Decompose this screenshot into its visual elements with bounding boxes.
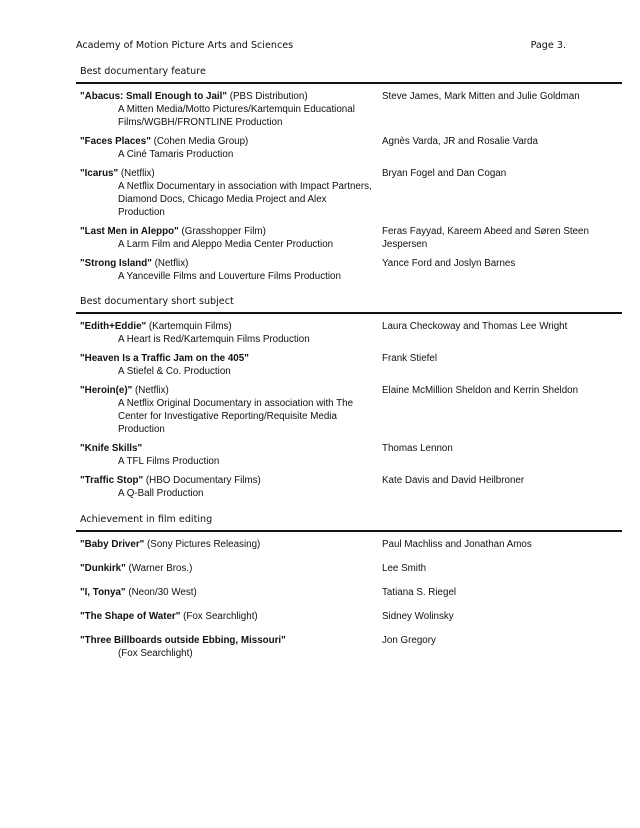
film-title: "Three Billboards outside Ebbing, Missouri": [80, 635, 286, 646]
organization-name: Academy of Motion Picture Arts and Sciences: [76, 40, 294, 51]
section-divider: [76, 312, 622, 314]
page-header: [76, 40, 566, 54]
film-title: "Heroin(e)": [80, 385, 133, 396]
film-title: "Strong Island": [80, 258, 152, 269]
distributor: (Neon/30 West): [125, 587, 197, 598]
distributor: (Netflix): [118, 168, 155, 179]
nominees: Sidney Wolinsky: [382, 611, 454, 622]
distributor-line: (Fox Searchlight): [118, 648, 193, 659]
nominees: Yance Ford and Joslyn Barnes: [382, 258, 516, 269]
film-title: "Faces Places": [80, 136, 151, 147]
nomination-entry: [76, 90, 622, 129]
nominees: Steve James, Mark Mitten and Julie Goldman: [382, 91, 580, 102]
nomination-entry: [76, 538, 622, 551]
nomination-entry: [76, 562, 622, 575]
nominees: Kate Davis and David Heilbroner: [382, 475, 525, 486]
film-title: "Last Men in Aleppo": [80, 226, 179, 237]
production-company: A Larm Film and Aleppo Media Center Production: [118, 239, 334, 250]
distributor: (Warner Bros.): [125, 563, 193, 574]
nomination-entry: [76, 634, 622, 660]
section-divider: [76, 530, 622, 532]
distributor: (Sony Pictures Releasing): [144, 539, 261, 550]
nomination-entry: [76, 384, 622, 436]
production-company: A TFL Films Production: [118, 456, 220, 467]
nomination-entry: [76, 320, 622, 346]
nominees: Jon Gregory: [382, 635, 436, 646]
nominees: Laura Checkoway and Thomas Lee Wright: [382, 321, 568, 332]
nominees: Frank Stiefel: [382, 353, 437, 364]
film-title: "Abacus: Small Enough to Jail": [80, 91, 228, 102]
nomination-entry: [76, 352, 622, 378]
production-company: A Netflix Documentary in association with Impact Partners, Diamond Docs, Chicago Media Project and Alex Production: [118, 181, 372, 218]
distributor: (Netflix): [151, 258, 189, 269]
film-title: "Dunkirk": [80, 563, 126, 574]
nomination-entry: [76, 610, 622, 623]
film-title: "Traffic Stop": [80, 475, 144, 486]
distributor: (PBS Distribution): [227, 91, 308, 102]
section-best-documentary-feature: [76, 66, 622, 289]
nomination-entry: [76, 474, 622, 500]
film-title: "Edith+Eddie": [80, 321, 147, 332]
page-number: Page 3.: [530, 40, 566, 51]
nomination-entry: [76, 135, 622, 161]
production-company: A Mitten Media/Motto Pictures/Kartemquin Educational Films/WGBH/FRONTLINE Production: [118, 104, 355, 128]
nominees: Paul Machliss and Jonathan Amos: [382, 539, 532, 550]
nomination-entry: [76, 225, 622, 251]
nomination-entry: [76, 586, 622, 599]
nominees: Elaine McMillion Sheldon and Kerrin Sheldon: [382, 385, 579, 396]
production-company: A Netflix Original Documentary in association with The Center for Investigative Reporting/Requisite Media Production: [118, 398, 354, 435]
section-title: Achievement in film editing: [80, 514, 213, 525]
nominees: Lee Smith: [382, 563, 427, 574]
section-divider: [76, 82, 622, 84]
nomination-entry: [76, 442, 622, 468]
section-title: Best documentary short subject: [80, 296, 234, 307]
section-film-editing: [76, 514, 622, 666]
nominees: Feras Fayyad, Kareem Abeed and Søren Steen Jespersen: [382, 226, 589, 250]
production-company: A Heart is Red/Kartemquin Films Production: [118, 334, 310, 345]
nomination-entry: [76, 167, 622, 219]
film-title: "I, Tonya": [80, 587, 126, 598]
section-title: Best documentary feature: [80, 66, 206, 77]
distributor: (Kartemquin Films): [146, 321, 232, 332]
nominees: Tatiana S. Riegel: [382, 587, 457, 598]
nomination-entry: [76, 257, 622, 283]
production-company: A Q-Ball Production: [118, 488, 204, 499]
distributor: (HBO Documentary Films): [143, 475, 261, 486]
section-best-documentary-short: [76, 296, 622, 506]
film-title: "Heaven Is a Traffic Jam on the 405": [80, 353, 249, 364]
nominees: Bryan Fogel and Dan Cogan: [382, 168, 507, 179]
production-company: A Stiefel & Co. Production: [118, 366, 231, 377]
film-title: "Knife Skills": [80, 443, 143, 454]
film-title: "Icarus": [80, 168, 119, 179]
distributor: (Netflix): [132, 385, 169, 396]
production-company: A Ciné Tamaris Production: [118, 149, 234, 160]
nominees: Agnès Varda, JR and Rosalie Varda: [382, 136, 538, 147]
distributor: (Cohen Media Group): [150, 136, 249, 147]
nominees: Thomas Lennon: [382, 443, 453, 454]
production-company: A Yanceville Films and Louverture Films Production: [118, 271, 341, 282]
film-title: "Baby Driver": [80, 539, 145, 550]
film-title: "The Shape of Water": [80, 611, 181, 622]
distributor: (Grasshopper Film): [178, 226, 266, 237]
distributor: (Fox Searchlight): [180, 611, 258, 622]
